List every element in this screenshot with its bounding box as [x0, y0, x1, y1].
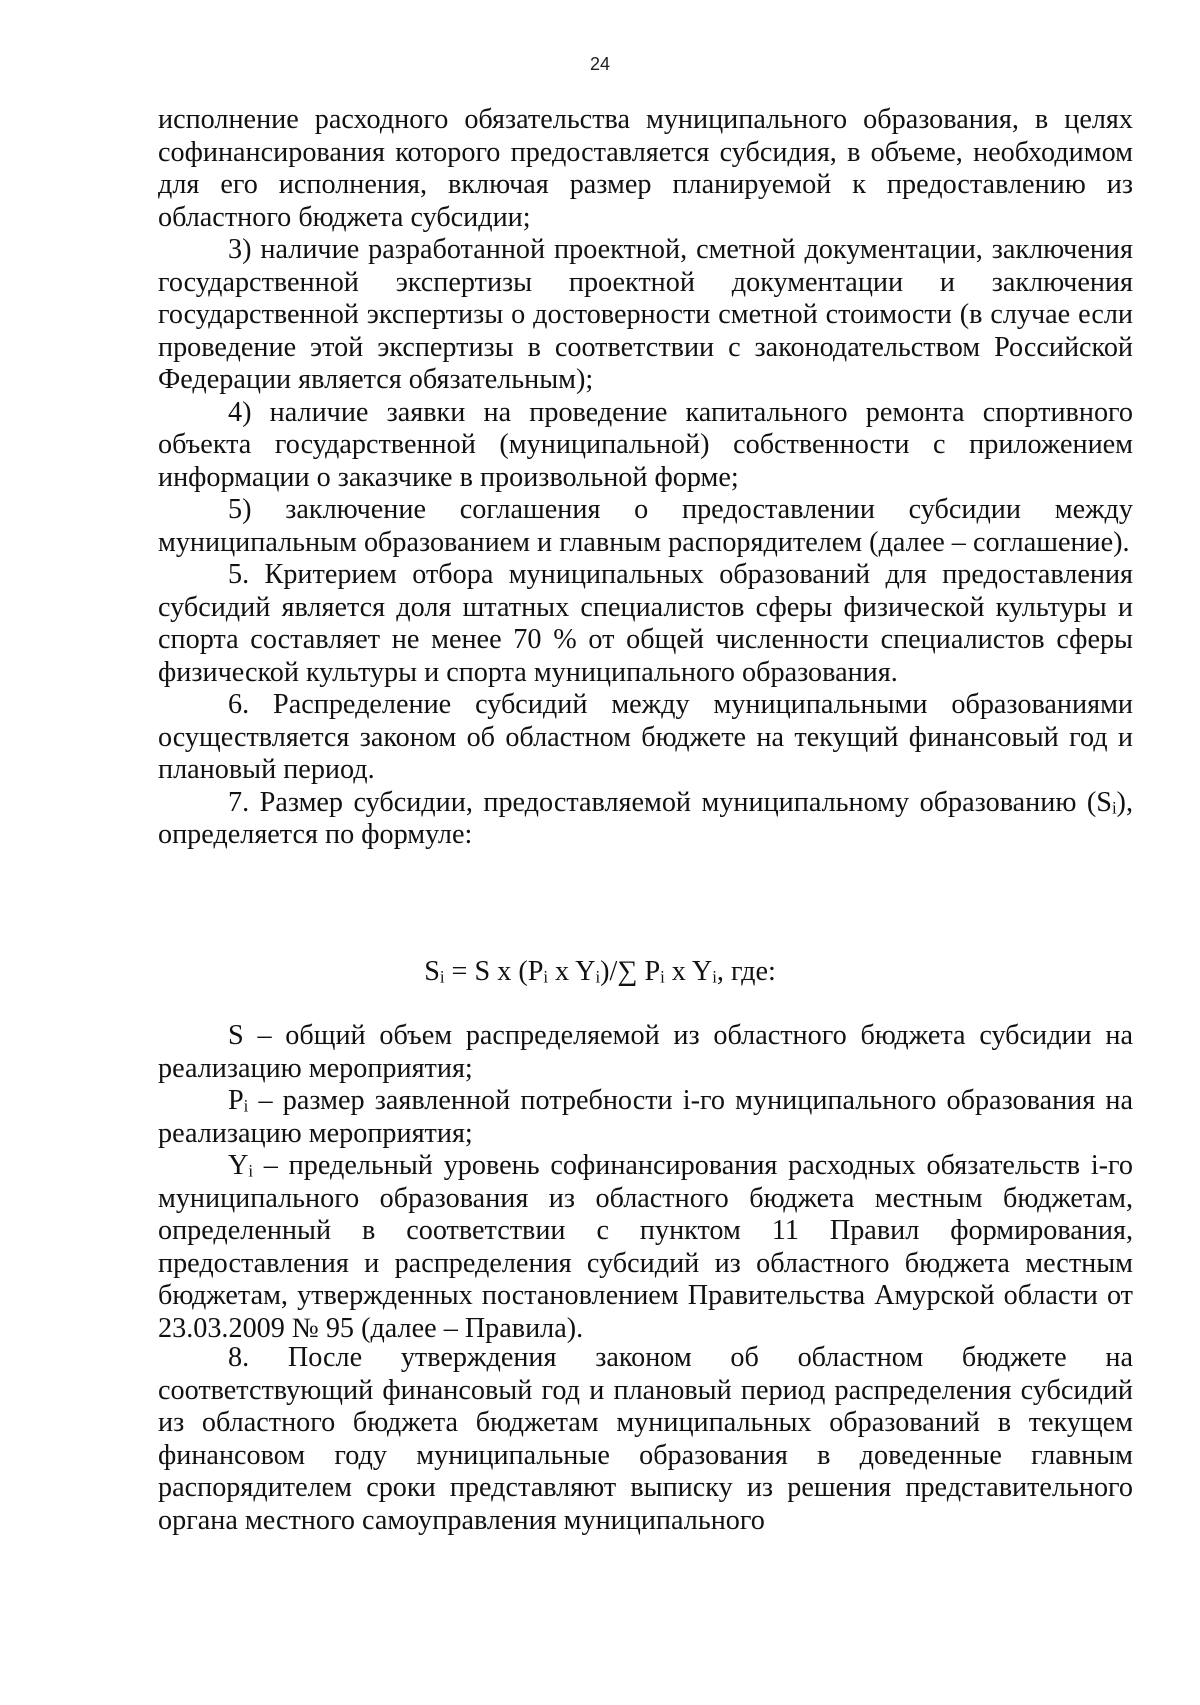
text-block-top [158, 104, 1133, 852]
paragraph-item-4: 4) наличие заявки на проведение капитального ремонта спортивного объекта государственной (муниципальной) собственности с приложением информации о заказчике в произвольной форме; [158, 396, 1133, 493]
paragraph-clause-8: 8. После утверждения законом об областном бюджете на соответствующий финансовый год и плановый период распределения субсидий из областного бюджета бюджетам муниципальных образований в текущем финансовом году муниципальные образования в доведенные главным распорядителем сроки представляют выписку из решения представительного органа местного самоуправления муниципального [158, 1342, 1133, 1536]
definition-s: S – общий объем распределяемой из областного бюджета субсидии на реализацию мероприятия; [158, 1020, 1133, 1084]
definition-p: Pᵢ – размер заявленной потребности i-го муниципального образования на реализацию мероприятия; [158, 1085, 1133, 1149]
paragraph-clause-7: 7. Размер субсидии, предоставляемой муниципальному образованию (Sᵢ), определяется по формуле: [158, 786, 1133, 850]
text-block-definitions [158, 1020, 1133, 1345]
paragraph-continuation: исполнение расходного обязательства муниципального образования, в целях софинансирования которого предоставляется субсидия, в объеме, необходимом для его исполнения, включая размер планируемой к предоставлению из областного бюджета субсидии; [158, 104, 1133, 233]
paragraph-item-3: 3) наличие разработанной проектной, сметной документации, заключения государственной экспертизы проектной документации и заключения государственной экспертизы о достоверности сметной стоимости (в случае если проведение этой экспертизы в соответствии с законодательством Российской Федерации является обязательным); [158, 234, 1133, 395]
paragraph-clause-5: 5. Критерием отбора муниципальных образований для предоставления субсидий является доля штатных специалистов сферы физической культуры и спорта составляет не менее 70 % от общей численности специалистов сферы физической культуры и спорта муниципального образования. [158, 559, 1133, 688]
paragraph-item-5: 5) заключение соглашения о предоставлении субсидии между муниципальным образованием и главным распорядителем (далее – соглашение). [158, 494, 1133, 558]
page-number: 24 [589, 54, 611, 74]
text-block-bottom [158, 1342, 1133, 1537]
paragraph-clause-6: 6. Распределение субсидий между муниципальными образованиями осуществляется законом об областном бюджете на текущий финансовый год и плановый период. [158, 689, 1133, 785]
definition-y: Yᵢ – предельный уровень софинансирования расходных обязательств i-го муниципального образования из областного бюджета местным бюджетам, определенный в соответствии с пунктом 11 Правил формирования, предоставления и распределения субсидий из областного бюджета местным бюджетам, утвержденных постановлением Правительства Амурской области от 23.03.2009 № 95 (далее – Правила). [158, 1150, 1133, 1344]
subsidy-formula: Sᵢ = S x (Pᵢ x Yᵢ)/∑ Pᵢ x Yᵢ, где: [424, 956, 776, 987]
